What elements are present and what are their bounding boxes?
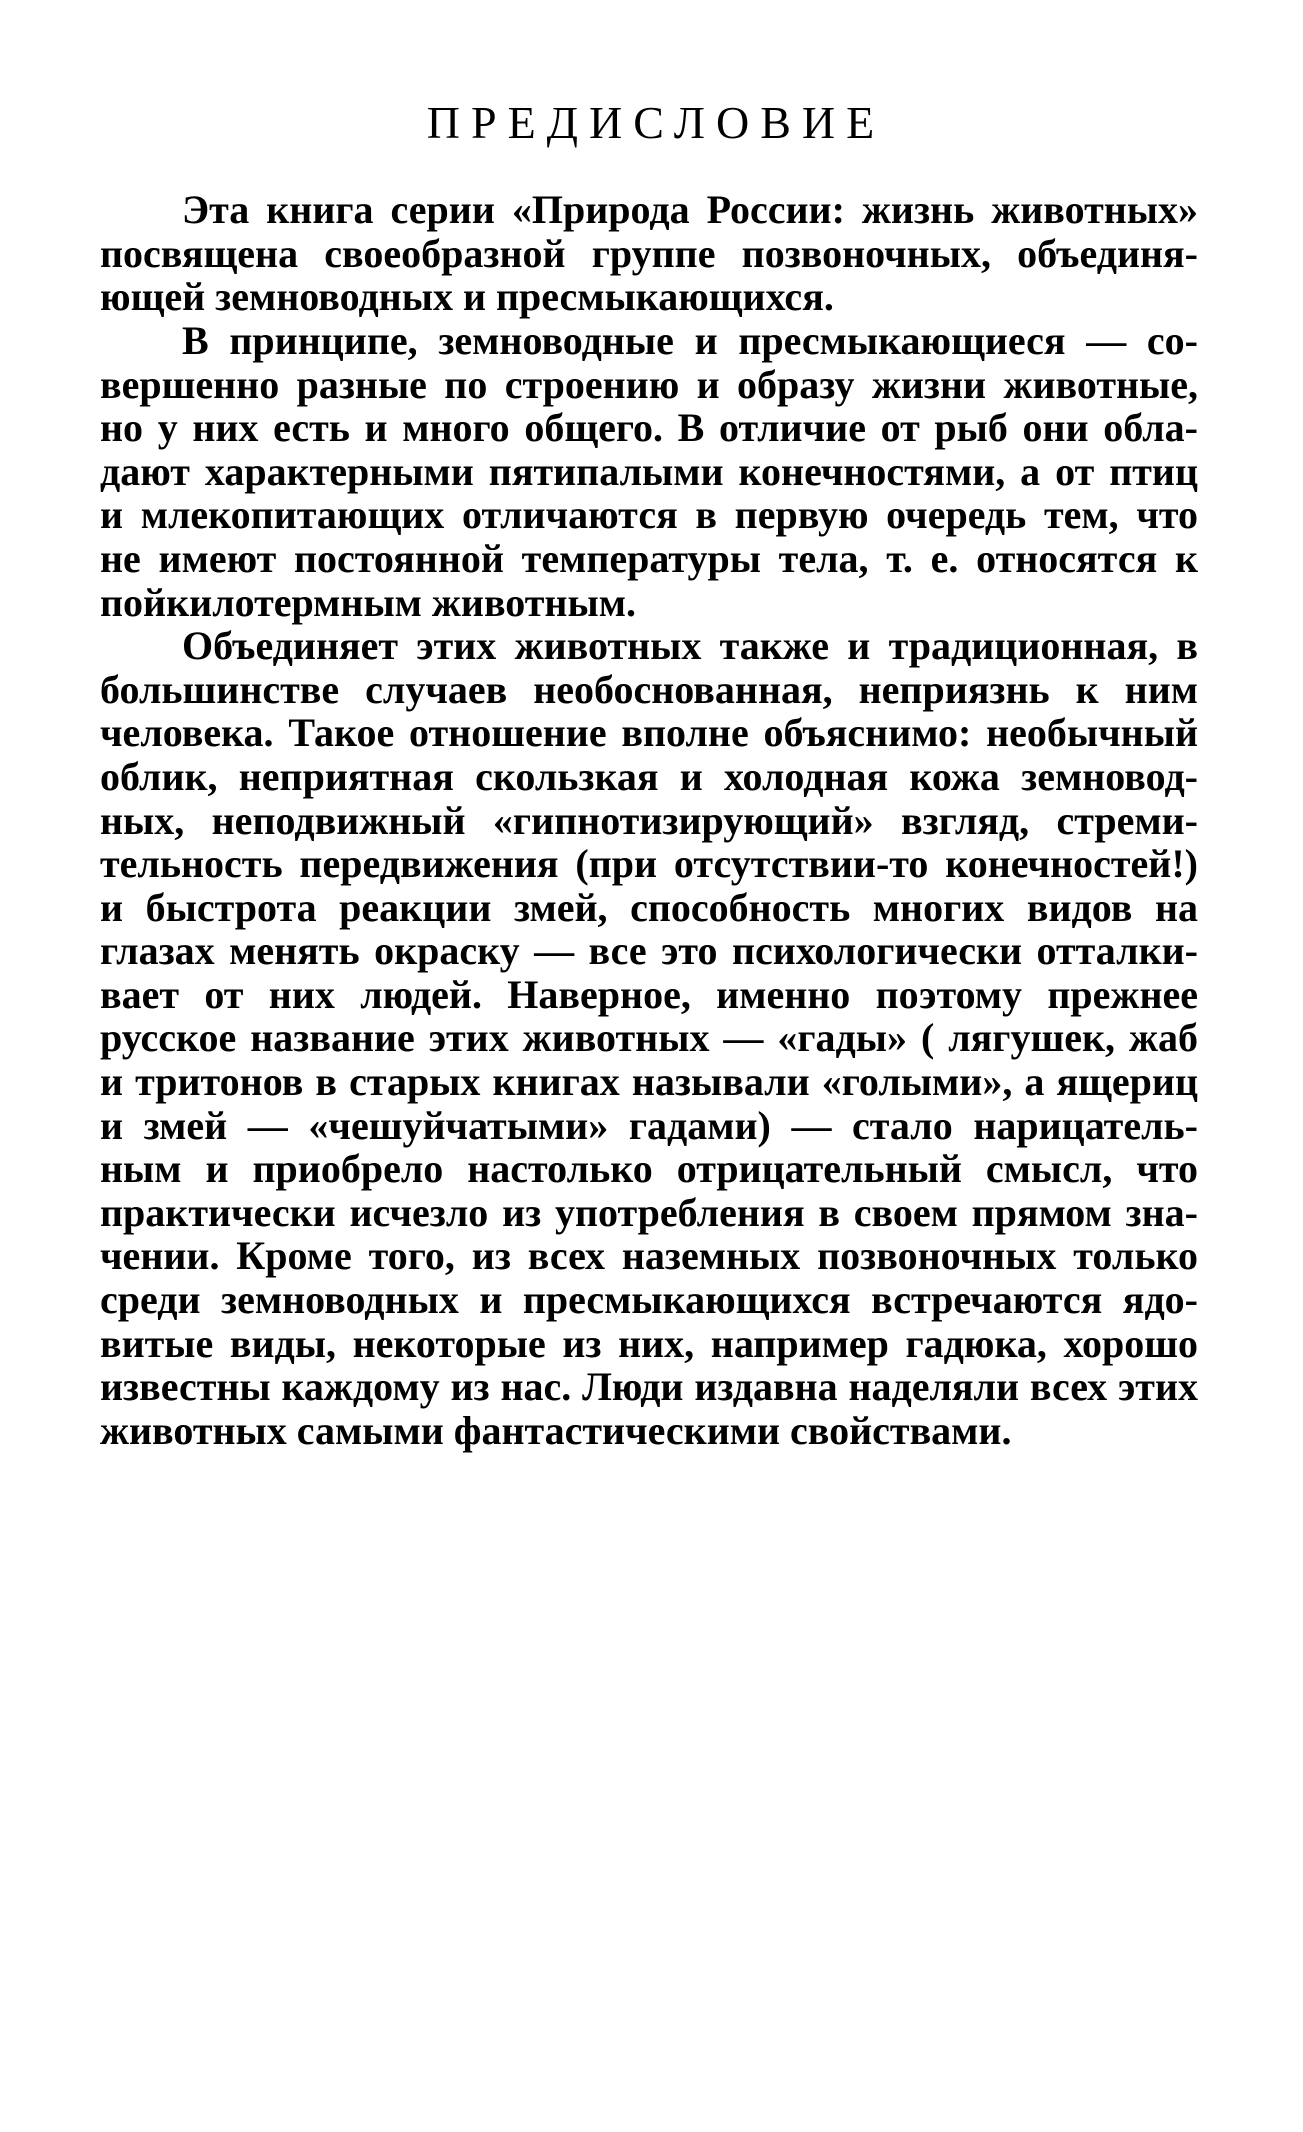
text-line: практически исчезло из употребления в своем прямом зна- (100, 1189, 1198, 1235)
text-line: глазах менять окраску — все это психологически отталки- (100, 928, 1198, 974)
text-line: животных самыми фантастическими свойствами. (100, 1407, 1012, 1453)
text-line: Эта книга серии «Природа России: жизнь животных» (182, 187, 1198, 233)
text-line: вершенно разные по строению и образу жизни животные, (100, 361, 1198, 407)
text-line: ющей земноводных и пресмыкающихся. (100, 274, 834, 320)
text-line: облик, неприятная скользкая и холодная кожа земновод- (100, 753, 1198, 799)
text-line: но у них есть и много общего. В отличие от рыб они обла- (100, 405, 1198, 451)
text-line: посвящена своеобразной группе позвоночных, объединя- (100, 230, 1198, 276)
text-line: и быстрота реакции змей, способность многих видов на (100, 884, 1198, 930)
paragraph (100, 188, 1198, 319)
text-line: русское название этих животных — «гады» ( лягушек, жаб (100, 1015, 1198, 1061)
paragraph (100, 319, 1198, 624)
text-line: Объединяет этих животных также и традиционная, в (182, 623, 1198, 669)
page (100, 95, 1198, 1452)
text-line: витые виды, некоторые из них, например гадюка, хорошо (100, 1320, 1198, 1366)
text-line: В принципе, земноводные и пресмыкающиеся — со- (182, 317, 1198, 363)
paragraph (100, 624, 1198, 1452)
text-line: пойкилотермным животным. (100, 579, 636, 625)
text-line: и тритонов в старых книгах называли «голыми», а ящериц (100, 1059, 1198, 1105)
text-line: и змей — «чешуйчатыми» гадами) — стало нарицатель- (100, 1102, 1198, 1148)
page-title: ПРЕДИСЛОВИЕ (426, 97, 886, 148)
text-line: дают характерными пятипалыми конечностями, а от птиц (100, 448, 1198, 494)
text-line: среди земноводных и пресмыкающихся встречаются ядо- (100, 1277, 1198, 1323)
text-line: не имеют постоянной температуры тела, т. е. относятся к (100, 535, 1198, 581)
text-line: чении. Кроме того, из всех наземных позвоночных только (100, 1233, 1198, 1279)
text-line: ным и приобрело настолько отрицательный смысл, что (100, 1146, 1198, 1192)
text-line: и млекопитающих отличаются в первую очередь тем, что (100, 492, 1198, 538)
text-line: вает от них людей. Наверное, именно поэтому прежнее (100, 971, 1198, 1017)
text-line: человека. Такое отношение вполне объяснимо: необычный (100, 710, 1198, 756)
text-line: тельность передвижения (при отсутствии-то конечностей!) (100, 841, 1198, 887)
text-line: известны каждому из нас. Люди издавна наделяли всех этих (100, 1364, 1198, 1410)
text-line: ных, неподвижный «гипнотизирующий» взгляд, стреми- (100, 797, 1198, 843)
text-line: большинстве случаев необоснованная, неприязнь к ним (100, 666, 1198, 712)
